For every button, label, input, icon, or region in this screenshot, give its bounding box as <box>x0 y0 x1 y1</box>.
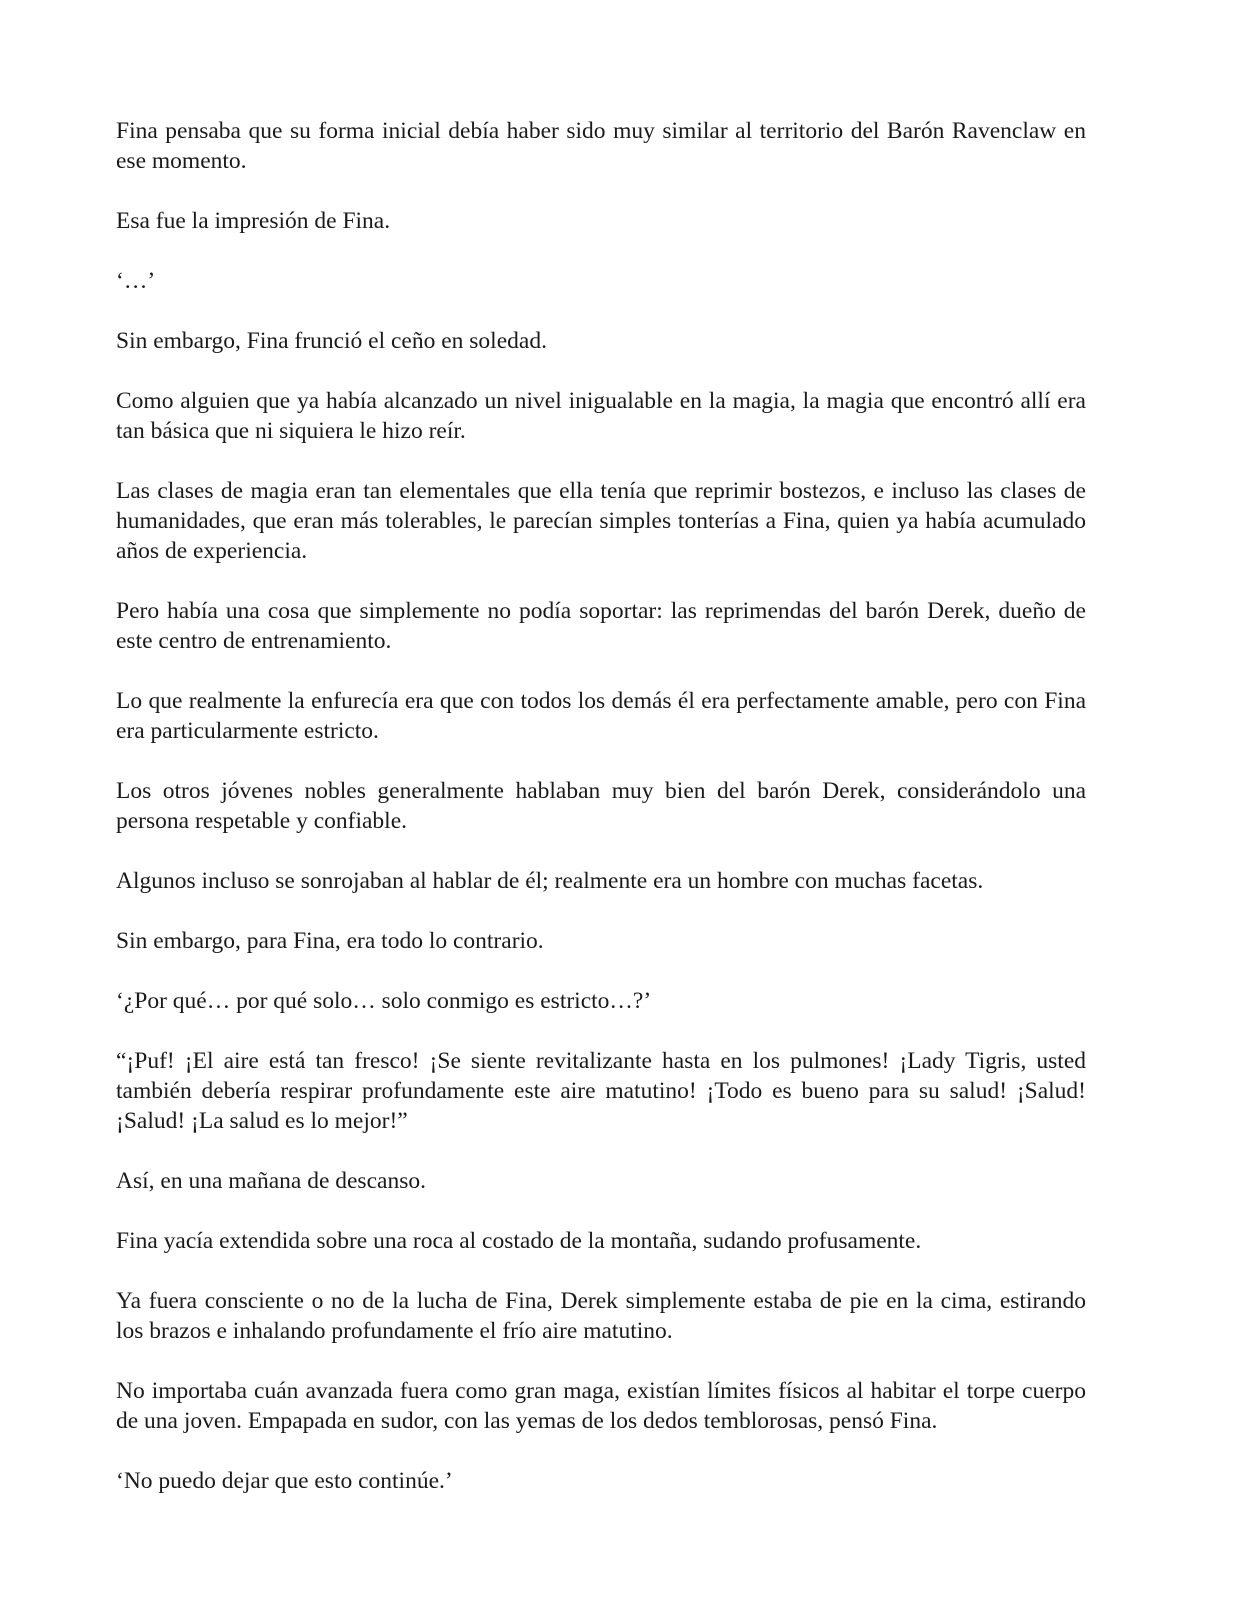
paragraph: Las clases de magia eran tan elementales que ella tenía que reprimir bostezos, e incluso las clases de humanidades, que eran más tolerables, le parecían simples tonterías a Fina, quien ya había acumulado años de experiencia. <box>116 478 1086 564</box>
paragraph: ‘…’ <box>116 268 156 294</box>
paragraph: Fina yacía extendida sobre una roca al costado de la montaña, sudando profusamente. <box>116 1228 922 1254</box>
document-body <box>116 116 1086 1526</box>
paragraph: “¡Puf! ¡El aire está tan fresco! ¡Se siente revitalizante hasta en los pulmones! ¡Lady Tigris, usted también debería respirar profundamente este aire matutino! ¡Todo es bueno para su salud! ¡Salud! ¡Salud! ¡La salud es lo mejor!” <box>116 1048 1086 1134</box>
paragraph: Algunos incluso se sonrojaban al hablar de él; realmente era un hombre con muchas facetas. <box>116 868 984 894</box>
paragraph: Lo que realmente la enfurecía era que con todos los demás él era perfectamente amable, pero con Fina era particularmente estricto. <box>116 688 1086 744</box>
paragraph: No importaba cuán avanzada fuera como gran maga, existían límites físicos al habitar el torpe cuerpo de una joven. Empapada en sudor, con las yemas de los dedos temblorosas, pensó Fina. <box>116 1378 1086 1434</box>
paragraph: Fina pensaba que su forma inicial debía haber sido muy similar al territorio del Barón Ravenclaw en ese momento. <box>116 118 1086 174</box>
paragraph: Esa fue la impresión de Fina. <box>116 208 391 234</box>
paragraph: Ya fuera consciente o no de la lucha de Fina, Derek simplemente estaba de pie en la cima, estirando los brazos e inhalando profundamente el frío aire matutino. <box>116 1288 1086 1344</box>
paragraph: Como alguien que ya había alcanzado un nivel inigualable en la magia, la magia que encontró allí era tan básica que ni siquiera le hizo reír. <box>116 388 1086 444</box>
paragraph: Sin embargo, para Fina, era todo lo contrario. <box>116 928 544 954</box>
paragraph: Sin embargo, Fina frunció el ceño en soledad. <box>116 328 547 354</box>
paragraph: Pero había una cosa que simplemente no podía soportar: las reprimendas del barón Derek, dueño de este centro de entrenamiento. <box>116 598 1086 654</box>
paragraph: ‘No puedo dejar que esto continúe.’ <box>116 1468 453 1494</box>
paragraph: Los otros jóvenes nobles generalmente hablaban muy bien del barón Derek, considerándolo una persona respetable y confiable. <box>116 778 1086 834</box>
paragraph: ‘¿Por qué… por qué solo… solo conmigo es estricto…?’ <box>116 988 652 1014</box>
paragraph: Así, en una mañana de descanso. <box>116 1168 426 1194</box>
